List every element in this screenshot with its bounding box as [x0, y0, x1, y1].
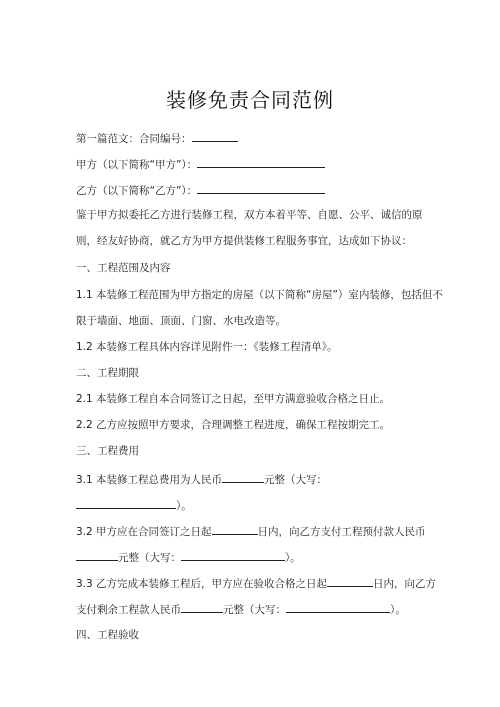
party-b-line — [76, 182, 325, 198]
prepayment-text-cont: 日内，向乙方支付工程预付款人民币 — [257, 526, 426, 538]
prepayment-capital-blank — [181, 549, 285, 561]
fee-capital-blank — [76, 497, 176, 509]
party-a-label: 甲方（以下简称“甲方”）： — [76, 159, 198, 171]
fee-amount-blank — [222, 471, 264, 483]
paragraph-line: 2.1 本装修工程自本合同签订之日起，至甲方满意验收合格之日止。 — [76, 393, 391, 405]
paragraph-line: 则，经友好协商，就乙方为甲方提供装修工程服务事宜，达成如下协议： — [76, 235, 412, 247]
closing-paren: ）。 — [285, 552, 301, 564]
paragraph-line: 限于墙面、地面、顶面、门窗、水电改造等。 — [76, 315, 286, 327]
section-heading: 二、工程期限 — [76, 367, 139, 379]
fee-total-text: 3.1 本装修工程总费用为人民币 — [76, 474, 223, 486]
final-payment-text-cont: 日内，向乙方 — [373, 578, 437, 590]
paragraph-line: 1.2 本装修工程具体内容详见附件一：《装修工程清单》。 — [76, 341, 338, 353]
section-heading: 三、工程费用 — [76, 445, 139, 457]
contract-number-blank — [192, 130, 238, 142]
contract-number-label: 第一篇范文：合同编号： — [76, 133, 192, 145]
final-payment-text: 3.3 乙方完成本装修工程后，甲方应在验收合格之日起 — [76, 578, 328, 590]
section-heading: 一、工程范围及内容 — [76, 262, 171, 274]
closing-paren: ）。 — [390, 604, 406, 616]
final-payment-capital-blank — [286, 601, 390, 613]
prepayment-line-cont — [76, 549, 301, 565]
section-heading: 四、工程验收 — [76, 629, 139, 641]
final-payment-amount-text: 支付剩余工程款人民币 — [76, 604, 181, 616]
final-payment-amount-blank — [181, 601, 223, 613]
fee-total-line-cont — [76, 497, 192, 513]
final-payment-capital-label: 元整（大写： — [223, 604, 286, 616]
document-title: 装修免责合同范例 — [166, 88, 334, 112]
paragraph-line: 1.1 本装修工程范围为甲方指定的房屋（以下简称“房屋”）室内装修，包括但不 — [76, 289, 443, 301]
paragraph-line: 鉴于甲方拟委托乙方进行装修工程，双方本着平等、自愿、公平、诚信的原 — [76, 209, 423, 221]
prepayment-days-blank — [212, 523, 258, 535]
contract-number-line — [76, 130, 238, 146]
prepayment-amount-blank — [76, 549, 118, 561]
prepayment-capital-label: 元整（大写： — [118, 552, 181, 564]
party-a-blank — [197, 156, 325, 168]
party-b-blank — [197, 182, 325, 194]
prepayment-text: 3.2 甲方应在合同签订之日起 — [76, 526, 212, 538]
final-payment-days-blank — [327, 575, 373, 587]
paragraph-line: 2.2 乙方应按照甲方要求，合理调整工程进度，确保工程按期完工。 — [76, 419, 391, 431]
party-a-line — [76, 156, 325, 172]
closing-paren: ）。 — [176, 500, 192, 512]
prepayment-line — [76, 523, 426, 539]
fee-total-line — [76, 471, 327, 487]
final-payment-line-cont — [76, 601, 406, 617]
fee-capital-label: 元整（大写： — [264, 474, 328, 486]
party-b-label: 乙方（以下简称“乙方”）： — [76, 185, 198, 197]
final-payment-line — [76, 575, 436, 591]
